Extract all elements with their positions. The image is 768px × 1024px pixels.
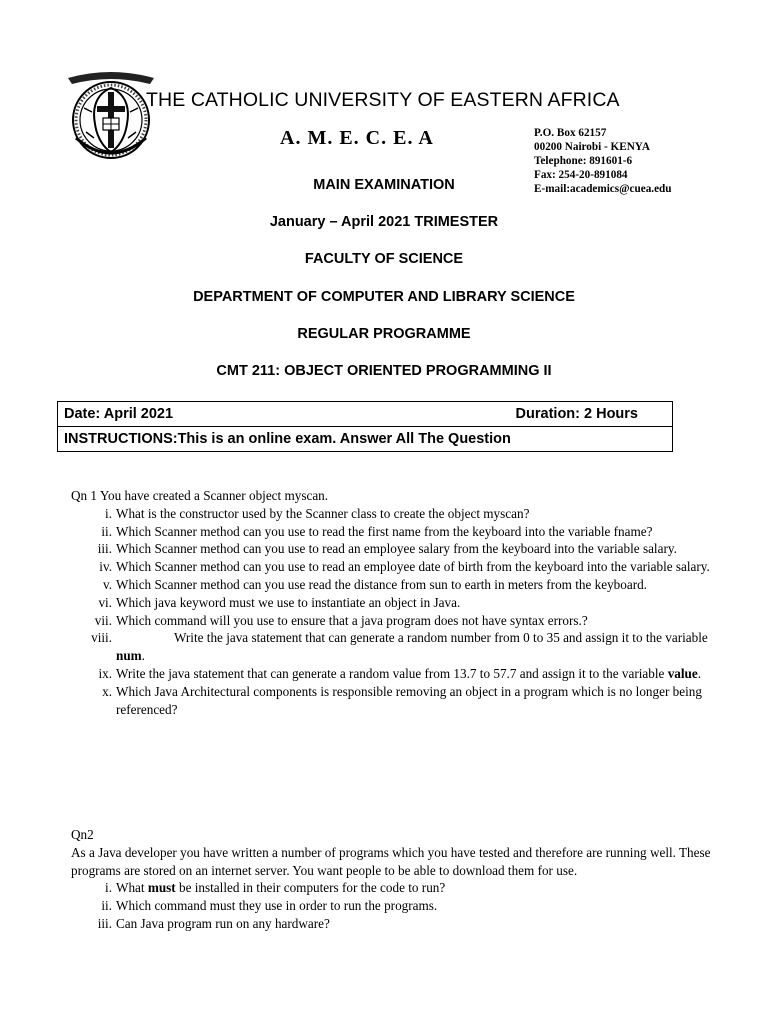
department-name: DEPARTMENT OF COMPUTER AND LIBRARY SCIENCE [193,289,575,305]
question-1 [71,487,711,718]
course-title: CMT 211: OBJECT ORIENTED PROGRAMMING II [216,363,552,379]
contact-po-box: P.O. Box 62157 [534,127,607,139]
contact-fax: Fax: 254-20-891084 [534,169,628,181]
list-item: viii. Write the java statement that can generate a random number from 0 to 35 and assign it to the variable num. [91,630,708,664]
exam-date: Date: April 2021 [64,406,174,422]
list-item: iii. Which Scanner method can you use to read an employee salary from the keyboard into the variable salary. [97,541,677,557]
list-item: iv. Which Scanner method can you use to read an employee date of birth from the keyboard into the variable salary. [99,559,710,575]
university-crest-icon [64,68,158,162]
list-item: ix. Write the java statement that can generate a random value from 13.7 to 57.7 and assign it to the variable value. [98,665,702,681]
question-1-intro: Qn 1 You have created a Scanner object myscan. [71,488,329,503]
question-2-items [71,879,711,932]
question-1-items [71,505,711,719]
exam-info-table [57,401,673,452]
question-2-label: Qn2 [71,827,94,842]
list-item: i. What is the constructor used by the Scanner class to create the object myscan? [105,505,530,521]
exam-type: MAIN EXAMINATION [313,177,455,193]
list-item: ii. Which command must they use in order to run the programs. [101,898,438,914]
list-item: iii. Can Java program run on any hardware? [97,915,330,931]
university-name: THE CATHOLIC UNIVERSITY OF EASTERN AFRICA [146,89,620,111]
faculty-name: FACULTY OF SCIENCE [304,251,464,267]
list-item: i. What must be installed in their computers for the code to run? [105,880,446,896]
list-item: x. Which Java Architectural components is responsible removing an object in a program which is no longer being referenced? [102,683,702,717]
contact-telephone: Telephone: 891601-6 [534,155,633,167]
instructions-row [58,427,673,452]
contact-city: 00200 Nairobi - KENYA [534,141,650,153]
list-item: vii. Which command will you use to ensure that a java program does not have syntax errors.? [94,612,588,628]
date-row [58,402,673,427]
contact-email: E-mail:academics@cuea.edu [534,183,672,195]
list-item: ii. Which Scanner method can you use to read the first name from the keyboard into the variable fname? [101,523,653,539]
list-item: v. Which Scanner method can you use read the distance from sun to earth in meters from the keyboard. [102,576,647,592]
exam-duration: Duration: 2 Hours [515,406,638,422]
exam-trimester: January – April 2021 TRIMESTER [269,214,499,230]
exam-instructions: INSTRUCTIONS:This is an online exam. Answer All The Question [58,427,673,452]
programme-name: REGULAR PROGRAMME [297,326,471,342]
question-2-intro: As a Java developer you have written a number of programs which you have tested and therefore are running well. These programs are stored on an internet server. You want people to be able to download them for use. [71,844,711,878]
question-2 [71,826,711,933]
amecea-heading: A. M. E. C. E. A [280,127,434,149]
list-item: vi. Which java keyword must we use to instantiate an object in Java. [98,594,461,610]
